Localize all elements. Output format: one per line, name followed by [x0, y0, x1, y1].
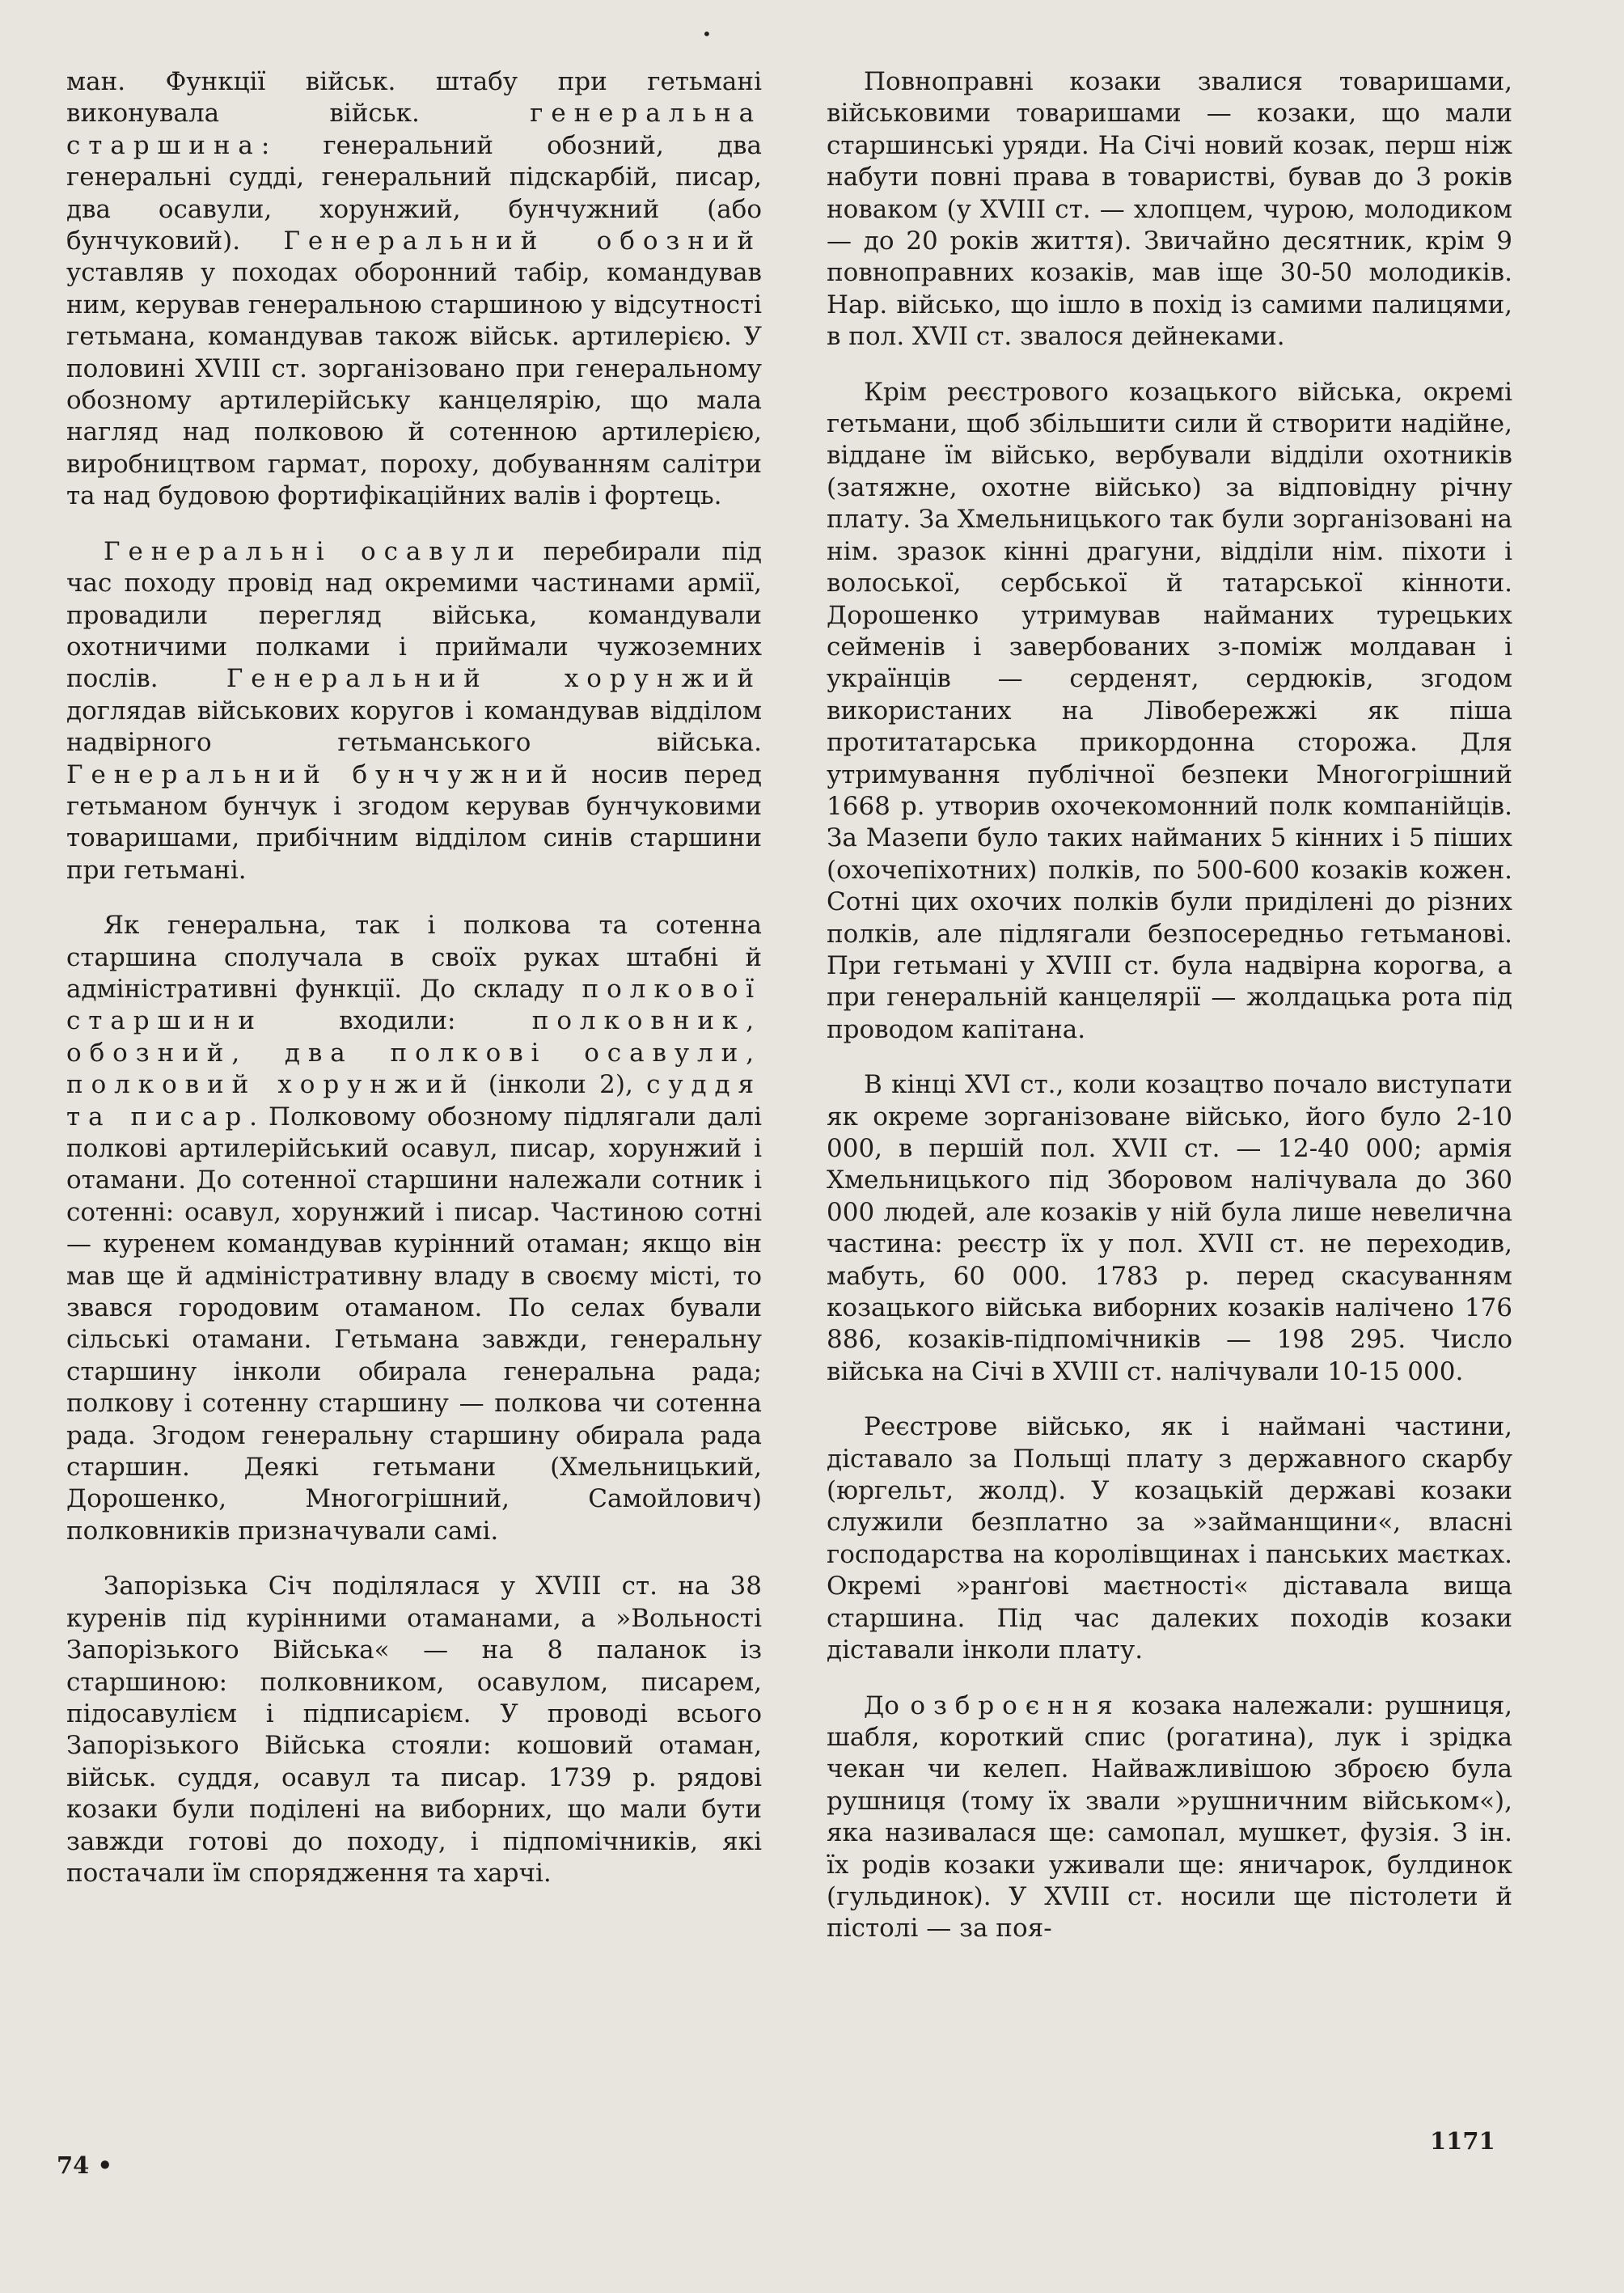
paragraph — [66, 66, 762, 513]
spaced-term: Генеральний хорунжий — [226, 664, 762, 694]
spaced-term: суддя та писар — [66, 1070, 763, 1132]
spaced-term: Генеральні осавули — [104, 536, 523, 566]
paragraph — [66, 910, 762, 1547]
text-run: Запорізька Січ поділялася у XVIII ст. на 38 куренів під курінними отаманами, а »Вольності Запорізького Війська« — на 8 паланок із старшиною: полковником, осавулом, писарем, підосавулієм і підписарієм. У проводі всього Запорізького Війська стояли: кошовий отаман, військ. суддя, осавул та писар. 1739 р. рядові козаки були поділені на виборних, що мали бути завжди готові до походу, і підпомічників, які постачали їм спорядження та харчі. — [66, 1572, 762, 1888]
text-run: : генеральний обозний, два генеральні судді, генеральний підскарбій, писар, два осавули, хорунжий, бунчужний (або бунчуковий). — [66, 130, 762, 256]
text-run: . Полковому обозному підлягали далі полкові артилерійський осавул, писар, хорунжий і отамани. До сотенної старшини належали сотник і сотенні: осавул, хорунжий і писар. Частиною сотні — куренем командував курінний отаман; якщо він мав ще й адміністративну владу в своєму місті, то звався городовим отаманом. По селах бували сільські отамани. Гетьмана завжди, генеральну старшину інколи обирала генеральна рада; полкову і сотенну старшину — полкова чи сотенна рада. Згодом генеральну старшину обирала рада старшин. Деякі гетьмани (Хмельницький, Дорошенко, Многогрішний, Самойлович) полковників призначували самі. — [66, 1102, 762, 1546]
paragraph — [66, 1571, 762, 1889]
page-number-right: 1171 — [1430, 2127, 1495, 2155]
spaced-term: Генеральний бунчужний — [66, 759, 576, 789]
paragraph — [66, 536, 762, 886]
paragraph — [827, 1411, 1512, 1666]
spaced-term: генеральна старшина — [66, 99, 762, 160]
paragraph — [827, 377, 1512, 1047]
print-mark: • — [702, 24, 712, 44]
text-run: доглядав військових коругов і командував відділом надвірного гетьманського війська. — [66, 696, 762, 758]
text-run: Повноправні козаки звалися товаришами, військовими товаришами — козаки, що мали старшинські уряди. На Січі новий козак, перш ніж набути повні права в товаристві, бував до 3 років новаком (у XVIII ст. — хлопцем, чурою, молодиком — до 20 років життя). Звичайно десятник, крім 9 повноправних козаків, мав іще 30-50 молодиків. Нар. військо, що ішло в похід із самими палицями, в пол. XVII ст. звалося дейнеками. — [827, 67, 1512, 352]
text-run: входили: — [263, 1006, 532, 1036]
left-text-column — [66, 66, 762, 1913]
paragraph — [827, 1690, 1512, 1945]
text-run: козака належали: рушниця, шабля, короткий спис (рогатина), лук і зрідка чекан чи келеп. Найважливішою зброєю була рушниця (тому їх звали »рушничним військом«), яка називалася ще: самопал, мушкет, фузія. З ін. їх родів козаки уживали ще: яничарок, булдинок (гульдинок). У XVIII ст. носили ще пістолети й пістолі — за поя- — [827, 1690, 1512, 1944]
text-run: уставляв у походах оборонний табір, командував ним, керував генеральною старшиною у відсутності гетьмана, командував також військ. артилерією. У половині XVIII ст. зорганізовано при генеральному обозному артилерійську канцелярію, що мала нагляд над полковою й сотенною артилерією, виробництвом гармат, пороху, добуванням салітри та над будовою фортифікаційних валів і фортець. — [66, 258, 762, 511]
text-run: носив перед гетьманом бунчук і згодом керував бунчуковими товаришами, прибічним відділом синів старшини при гетьмані. — [66, 759, 762, 885]
text-run: Як генеральна, так і полкова та сотенна старшина сполучала в своїх руках штабні й адміністративні функції. До складу — [66, 911, 762, 1004]
spaced-term: Генеральний обозний — [283, 226, 762, 256]
text-run: В кінці XVI ст., коли козацтво почало виступати як окреме зорганізоване військо, його було 2-10 000, в першій пол. XVII ст. — 12-40 000; армія Хмельницького під Зборовом налічувала до 360 000 людей, але козаків у ній була лише невелична частина: реєстр їх у пол. XVII ст. не переходив, мабуть, 60 000. 1783 р. перед скасуванням козацького війська виборних козаків налічено 176 886, козаків-підпомічників — 198 295. Число війська на Січі в XVIII ст. налічували 10-15 000. — [827, 1070, 1512, 1386]
paragraph — [827, 1069, 1512, 1388]
right-text-column — [827, 66, 1512, 1969]
text-run: До — [864, 1690, 911, 1720]
spaced-term: полковник, обозний, два полкові осавули, полковий хорунжий — [66, 1006, 762, 1100]
text-run: (інколи 2), — [475, 1070, 647, 1100]
paragraph — [827, 66, 1512, 353]
text-run: ман. Функції військ. штабу при гетьмані виконувала військ. — [66, 67, 762, 129]
text-run: перебирали під час походу провід над окремими частинами армії, провадили перегляд війська, командували охотничими полками і приймали чужоземних послів. — [66, 536, 763, 694]
spaced-term: озброєння — [910, 1690, 1121, 1720]
page-number-left: 74 • — [57, 2151, 112, 2179]
spaced-term: полкової старшини — [66, 974, 762, 1036]
text-run: Реєстрове військо, як і наймані частини, діставало за Польщі плату з державного скарбу (юргельт, жолд). У козацькій державі козаки служили безплатно за »займанщини«, власні господарства на королівщинах і панських маєтках. Окремі »ранґові маєтності« діставала вища старшина. Під час далеких походів козаки діставали інколи плату. — [827, 1412, 1512, 1665]
text-run: Крім реєстрового козацького війська, окремі гетьмани, щоб збільшити сили й створити надійне, віддане їм військо, вербували відділи охотників (затяжне, охотне військо) за відповідну річну плату. За Хмельницького так були зорганізовані на нім. зразок кінні драгуни, відділи нім. піхоти і волоської, сербської й татарської кінноти. Дорошенко утримував найманих турецьких сейменів і завербованих з-поміж молдаван і українців — серденят, сердюків, згодом використаних на Лівобережжі як піша протитатарська прикордонна сторожа. Для утримування публічної безпеки Многогрішний 1668 р. утворив охочекомонний полк компанійців. За Мазепи було таких найманих 5 кінних і 5 піших (охочепіхотних) полків, по 500-600 козаків кожен. Сотні цих охочих полків були приділені до різних полків, але підлягали безпосередньо гетьманові. При гетьмані у XVIII ст. була надвірна корогва, а при генеральній канцелярії — жолдацька рота під проводом капітана. — [827, 377, 1512, 1044]
